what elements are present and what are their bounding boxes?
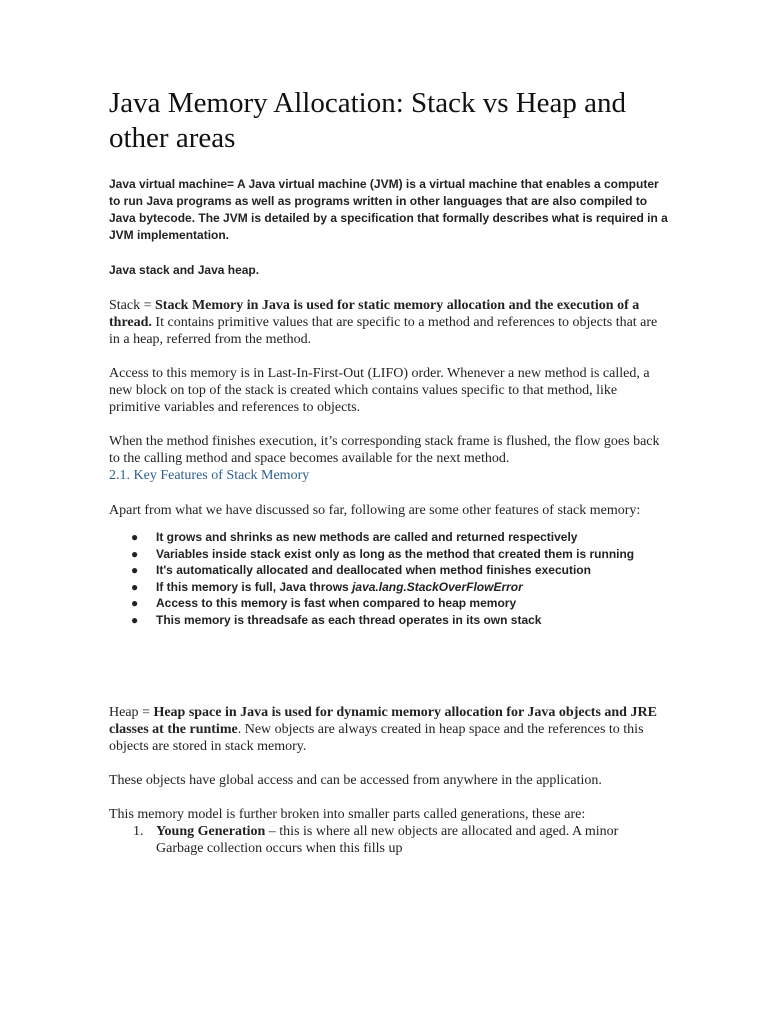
bullet-icon: ● [131, 546, 139, 561]
list-item: ● It grows and shrinks as new methods are called and returned respectively [131, 530, 578, 544]
document-content [109, 86, 669, 857]
stack-paragraph [109, 297, 669, 348]
list-item: 1. Young Generation – this is where all new objects are allocated and aged. A minor Garbage collection occurs when this fills up [133, 824, 619, 856]
list-number: 1. [133, 824, 144, 839]
section-heading: 2.1. Key Features of Stack Memory [109, 468, 310, 483]
blank-space [109, 628, 669, 704]
heap-rest-text: . New objects are always created in heap space and the references to this objects are stored in stack memory. [109, 722, 644, 754]
bullet-icon: ● [131, 579, 139, 594]
list-item: ● If this memory is full, Java throws java.lang.StackOverFlowError [131, 579, 523, 594]
stack-heap-heading: Java stack and Java heap. [109, 263, 260, 277]
stack-features-list [109, 529, 669, 628]
list-item: ● Access to this memory is fast when compared to heap memory [131, 596, 517, 610]
global-paragraph: These objects have global access and can be accessed from anywhere in the application. [109, 773, 602, 788]
finish-paragraph: When the method finishes execution, it’s corresponding stack frame is flushed, the flow goes back to the calling method and space becomes available for the next method. [109, 434, 660, 466]
list-item: ● It's automatically allocated and deallocated when method finishes execution [131, 563, 591, 577]
stack-prefix: Stack = [109, 298, 155, 313]
jvm-paragraph: Java virtual machine= A Java virtual machine (JVM) is a virtual machine that enables a computer to run Java programs as well as programs written in other languages that are also compiled to Java bytecode. The JVM is detailed by a specification that formally describes what is required in a JVM implementation. [109, 177, 668, 242]
page-title: Java Memory Allocation: Stack vs Heap and other areas [109, 87, 627, 154]
bullet-icon: ● [131, 563, 139, 577]
access-paragraph: Access to this memory is in Last-In-First-Out (LIFO) order. Whenever a new method is called, a new block on top of the stack is created which contains values specific to that method, like primitive variables and references to objects. [109, 366, 650, 415]
generations-list [109, 823, 669, 857]
stack-rest-text: It contains primitive values that are specific to a method and references to objects that are in a heap, referred from the method. [109, 315, 658, 347]
heap-paragraph [109, 704, 669, 755]
list-item: ● Variables inside stack exist only as long as the method that created them is running [131, 546, 635, 561]
list-item: ● This memory is threadsafe as each thread operates in its own stack [131, 612, 542, 627]
heap-bold-text: Heap space in Java is used for dynamic memory allocation for Java objects and JRE classes at the runtime [109, 705, 657, 737]
bullet-icon: ● [131, 596, 139, 610]
bullet-icon: ● [131, 530, 139, 544]
generation-name: Young Generation [156, 824, 266, 839]
stack-bold-text: Stack Memory in Java is used for static memory allocation and the execution of a thread. [109, 298, 640, 330]
heap-prefix: Heap = [109, 705, 154, 720]
bullet-icon: ● [131, 612, 139, 627]
apart-paragraph: Apart from what we have discussed so far, following are some other features of stack memory: [109, 503, 641, 518]
error-name: java.lang.StackOverFlowError [352, 579, 523, 594]
generations-paragraph: This memory model is further broken into smaller parts called generations, these are: [109, 807, 586, 822]
